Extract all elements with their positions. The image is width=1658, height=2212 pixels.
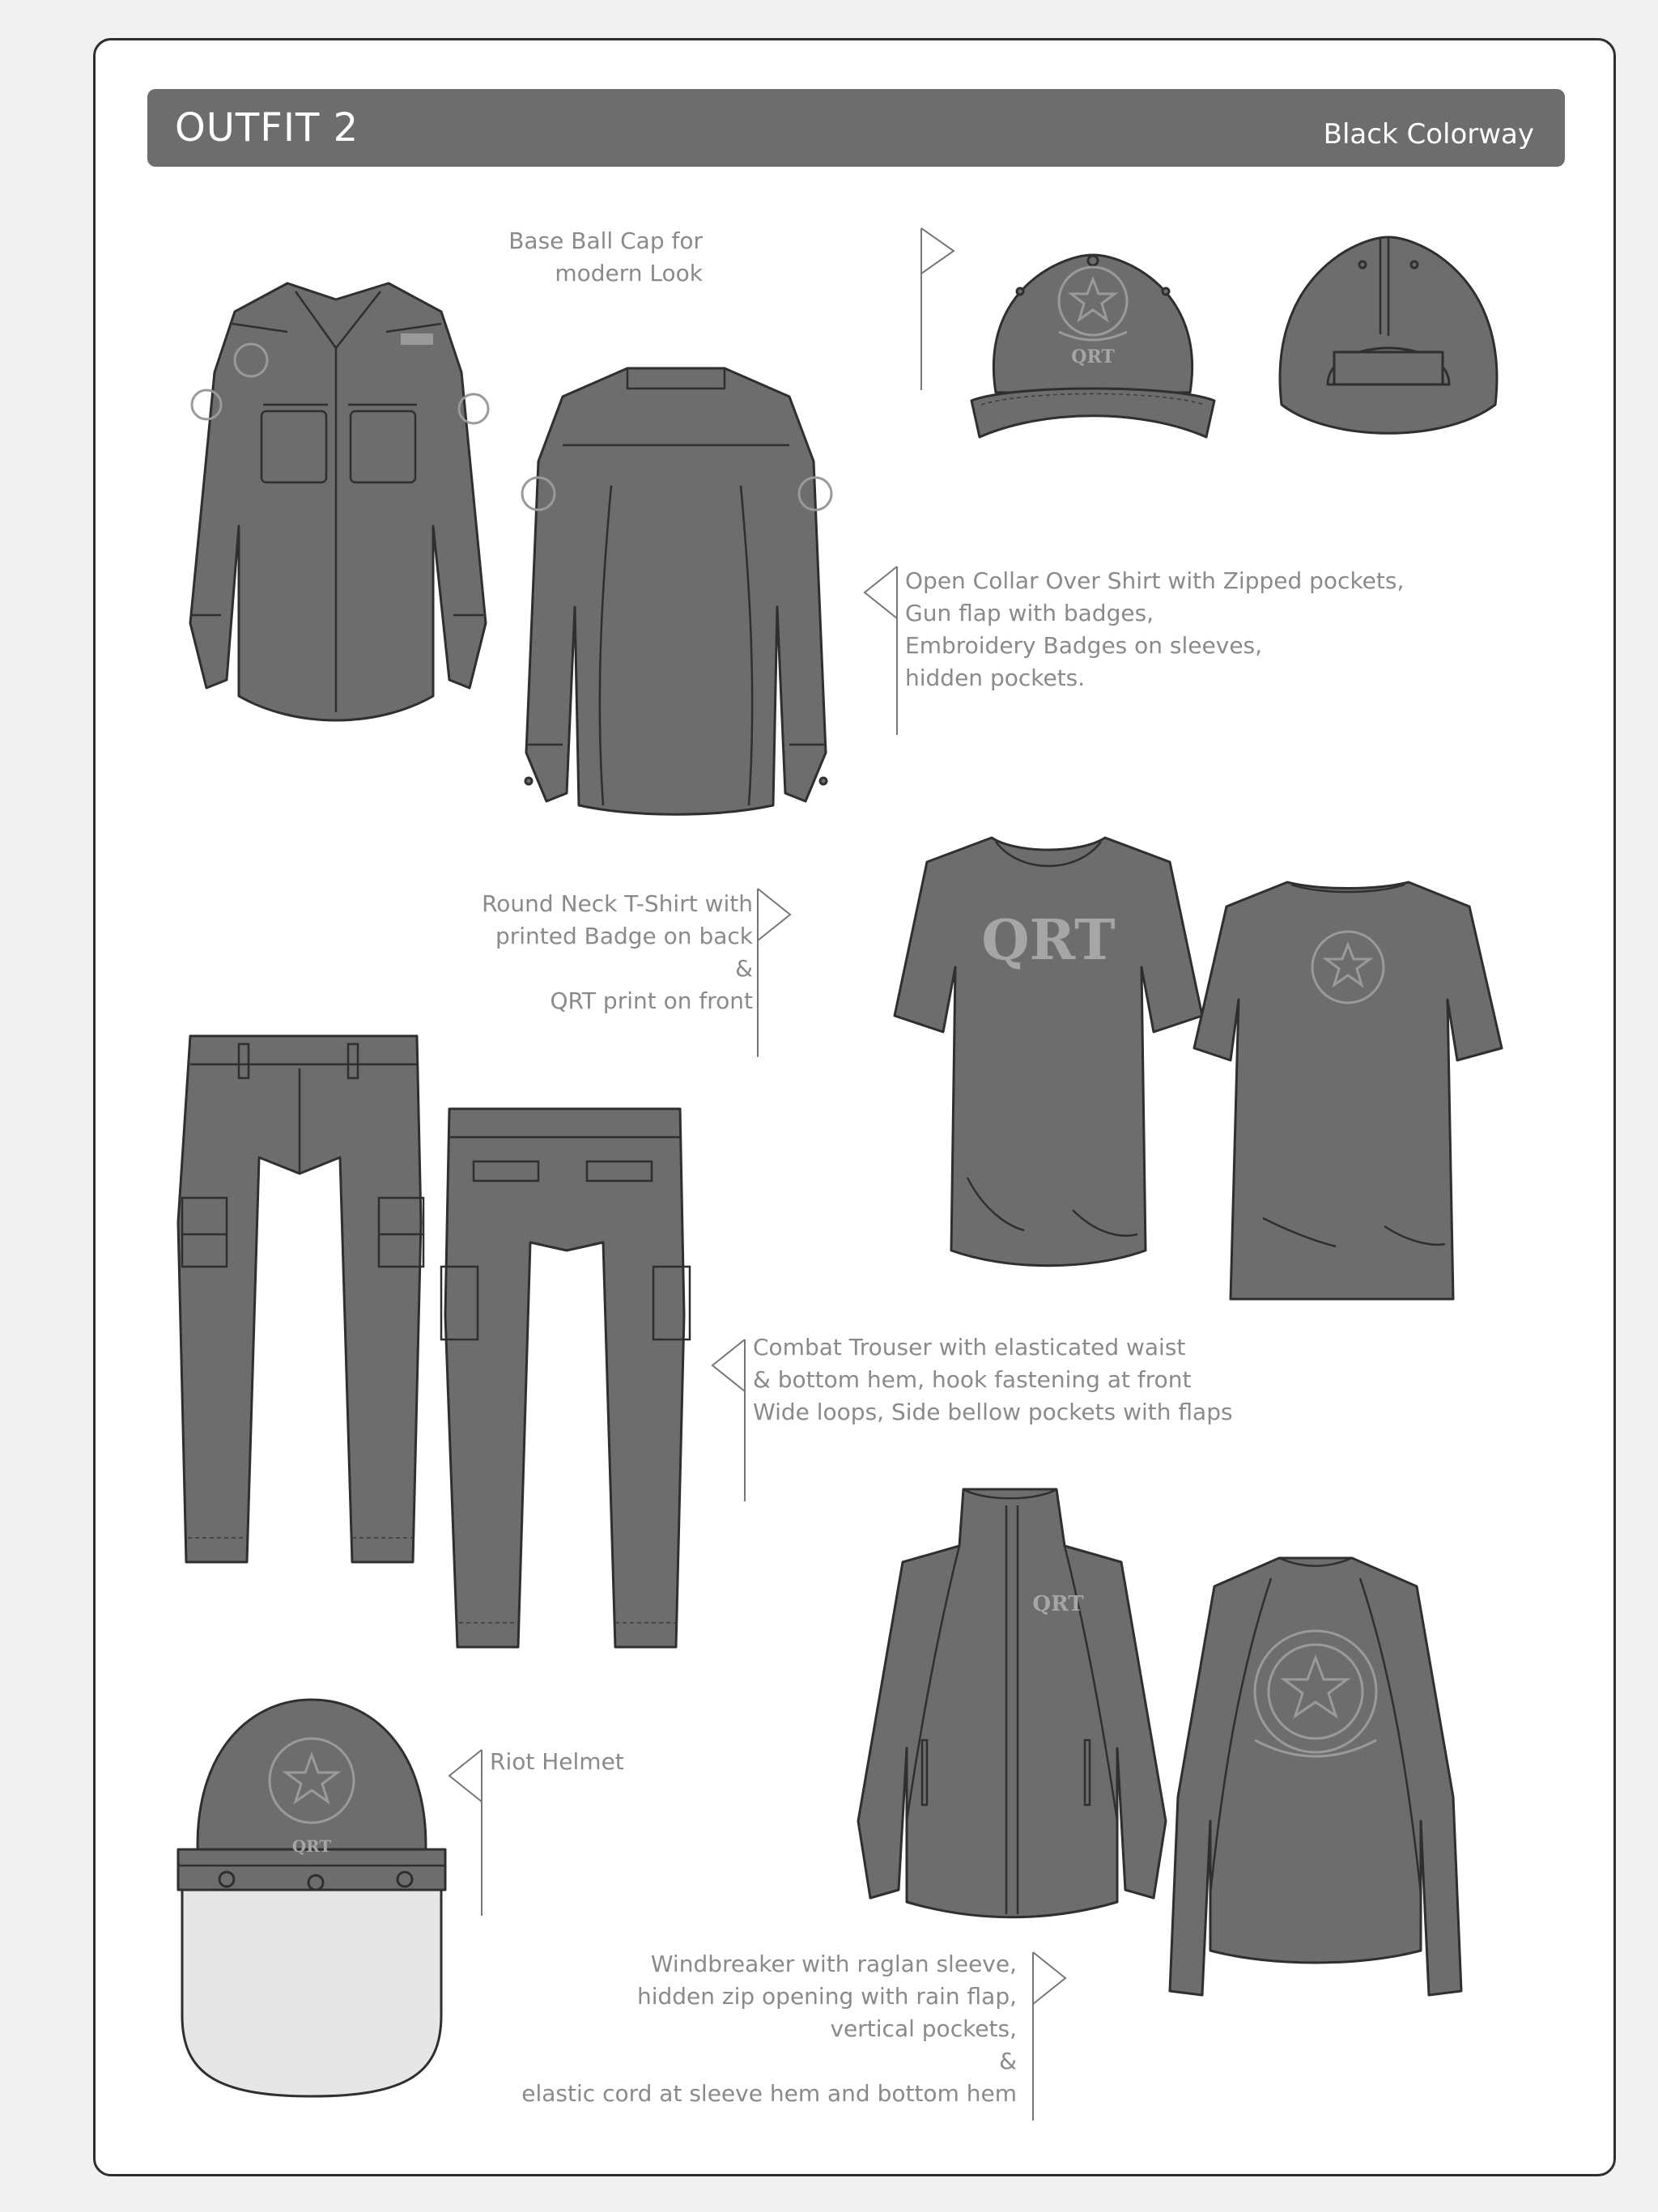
tshirt-qrt-print: QRT [981, 908, 1116, 973]
cap-description-line: modern Look [555, 260, 703, 287]
windbreaker-back [1166, 1554, 1465, 2007]
jacket-qrt-print: QRT [1032, 1592, 1084, 1616]
helmet-qrt-print: QRT [291, 1836, 332, 1856]
windbreaker-description-line: Windbreaker with raglan sleeve, [650, 1951, 1017, 1977]
shirt-description-line: Open Collar Over Shirt with Zipped pockets, [905, 567, 1405, 594]
trouser-description-line: & bottom hem, hook fastening at front [753, 1366, 1192, 1393]
tshirt-description-line: & [735, 955, 753, 982]
tshirt-front [886, 830, 1210, 1283]
tshirt-description-line: QRT print on front [550, 987, 753, 1014]
over-shirt-back [506, 364, 846, 809]
shirt-description-line: Gun flap with badges, [905, 600, 1154, 626]
windbreaker-description-line: hidden zip opening with rain flap, [636, 1983, 1017, 2010]
riot-helmet [174, 1692, 449, 2104]
over-shirt-front [174, 275, 506, 728]
combat-trouser-front [170, 1028, 429, 1578]
cap-description [508, 225, 703, 290]
windbreaker-description [521, 1948, 1017, 2110]
trouser-description-line: Wide loops, Side bellow pockets with flaps [753, 1399, 1233, 1425]
trouser-callout-flag [704, 1340, 753, 1509]
helmet-description [490, 1746, 624, 1778]
windbreaker-description-line: vertical pockets, [830, 2015, 1017, 2042]
cap-description-line: Base Ball Cap for [508, 227, 703, 254]
windbreaker-front [846, 1481, 1178, 1934]
tshirt-callout-flag [751, 889, 800, 1059]
tshirt-description [482, 888, 753, 1017]
shirt-description-line: hidden pockets. [905, 664, 1086, 691]
colorway-label: Black Colorway [1323, 118, 1534, 151]
windbreaker-description-line: elastic cord at sleeve hem and bottom hem [521, 2080, 1017, 2107]
helmet-description-line: Riot Helmet [490, 1748, 624, 1775]
tshirt-description-line: Round Neck T-Shirt with [482, 890, 753, 917]
cap-callout-flag [915, 228, 963, 398]
shirt-callout-flag [858, 567, 907, 737]
trouser-description-line: Combat Trouser with elasticated waist [753, 1334, 1186, 1361]
trouser-description [753, 1331, 1233, 1429]
helmet-callout-flag [445, 1750, 494, 1920]
shirt-description-line: Embroidery Badges on sleeves, [905, 632, 1263, 659]
tshirt-back [1190, 878, 1506, 1307]
windbreaker-callout-flag [1027, 1952, 1075, 2122]
baseball-cap-front [963, 243, 1222, 453]
page-title: OUTFIT 2 [175, 105, 359, 151]
combat-trouser-back [441, 1105, 692, 1663]
windbreaker-description-line: & [999, 2048, 1017, 2074]
shirt-description [905, 565, 1404, 694]
cap-qrt-print: QRT [1071, 346, 1115, 367]
header-bar [147, 89, 1565, 167]
tshirt-description-line: printed Badge on back [495, 923, 753, 949]
baseball-cap-back [1267, 231, 1510, 465]
